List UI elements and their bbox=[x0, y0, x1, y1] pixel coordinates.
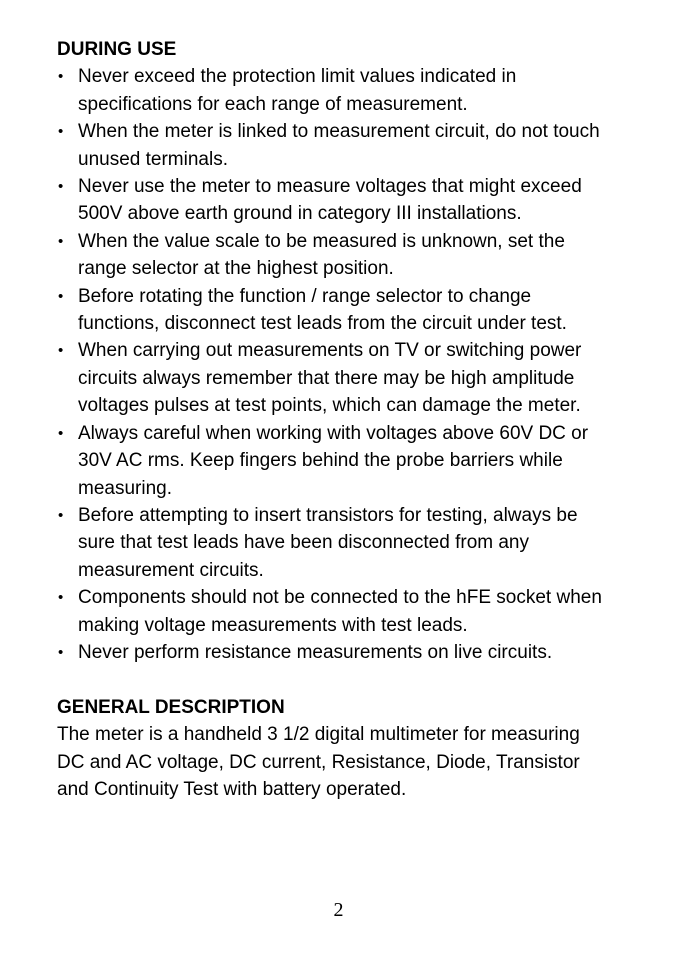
bullet-line: Components should not be connected to the hFE socket when bbox=[78, 587, 602, 609]
bullet-marker: • bbox=[58, 123, 64, 141]
bullet-item bbox=[57, 420, 657, 502]
bullet-line: circuits always remember that there may be high amplitude bbox=[78, 367, 575, 389]
bullet-line: Always careful when working with voltages above 60V DC or bbox=[78, 422, 589, 444]
bullet-item bbox=[57, 228, 657, 283]
description-line: The meter is a handheld 3 1/2 digital multimeter for measuring bbox=[57, 724, 580, 746]
bullet-item bbox=[57, 283, 657, 338]
bullet-line: measurement circuits. bbox=[78, 559, 264, 581]
description-line: and Continuity Test with battery operated. bbox=[57, 778, 407, 800]
description-line: DC and AC voltage, DC current, Resistance, Diode, Transistor bbox=[57, 751, 580, 773]
during-use-list bbox=[57, 63, 657, 666]
during-use-heading: DURING USE bbox=[57, 39, 177, 60]
bullet-line: Never exceed the protection limit values indicated in bbox=[78, 66, 517, 88]
bullet-line: 30V AC rms. Keep fingers behind the probe barriers while bbox=[78, 450, 563, 472]
bullet-item bbox=[57, 337, 657, 419]
bullet-line: When carrying out measurements on TV or switching power bbox=[78, 340, 582, 362]
bullet-line: making voltage measurements with test leads. bbox=[78, 614, 468, 636]
bullet-item bbox=[57, 502, 657, 584]
page-number: 2 bbox=[333, 899, 344, 921]
bullet-item bbox=[57, 584, 657, 639]
bullet-marker: • bbox=[58, 68, 64, 86]
bullet-line: specifications for each range of measurement. bbox=[78, 93, 468, 115]
bullet-item bbox=[57, 173, 657, 228]
bullet-item bbox=[57, 118, 657, 173]
bullet-marker: • bbox=[58, 589, 64, 607]
bullet-marker: • bbox=[58, 424, 64, 442]
bullet-line: 500V above earth ground in category III installations. bbox=[78, 203, 522, 225]
bullet-marker: • bbox=[58, 232, 64, 250]
bullet-marker: • bbox=[58, 643, 64, 661]
bullet-item bbox=[57, 639, 657, 666]
bullet-marker: • bbox=[58, 178, 64, 196]
bullet-marker: • bbox=[58, 342, 64, 360]
general-description-heading: GENERAL DESCRIPTION bbox=[57, 696, 285, 718]
bullet-line: When the value scale to be measured is unknown, set the bbox=[78, 230, 565, 252]
bullet-line: sure that test leads have been disconnected from any bbox=[78, 532, 529, 554]
bullet-line: unused terminals. bbox=[78, 148, 228, 170]
bullet-line: Before attempting to insert transistors for testing, always be bbox=[78, 504, 578, 526]
bullet-marker: • bbox=[58, 506, 64, 524]
bullet-line: Never perform resistance measurements on live circuits. bbox=[78, 641, 553, 663]
bullet-line: When the meter is linked to measurement circuit, do not touch bbox=[78, 121, 600, 143]
bullet-line: voltages pulses at test points, which can damage the meter. bbox=[78, 395, 581, 417]
bullet-item bbox=[57, 63, 657, 118]
section-gap bbox=[57, 666, 657, 693]
bullet-line: range selector at the highest position. bbox=[78, 258, 394, 280]
bullet-marker: • bbox=[58, 287, 64, 305]
general-description-paragraph bbox=[57, 721, 657, 803]
bullet-line: Never use the meter to measure voltages that might exceed bbox=[78, 176, 582, 198]
bullet-line: Before rotating the function / range selector to change bbox=[78, 285, 532, 307]
manual-page bbox=[57, 36, 657, 803]
bullet-line: functions, disconnect test leads from the circuit under test. bbox=[78, 313, 567, 335]
bullet-line: measuring. bbox=[78, 477, 172, 499]
